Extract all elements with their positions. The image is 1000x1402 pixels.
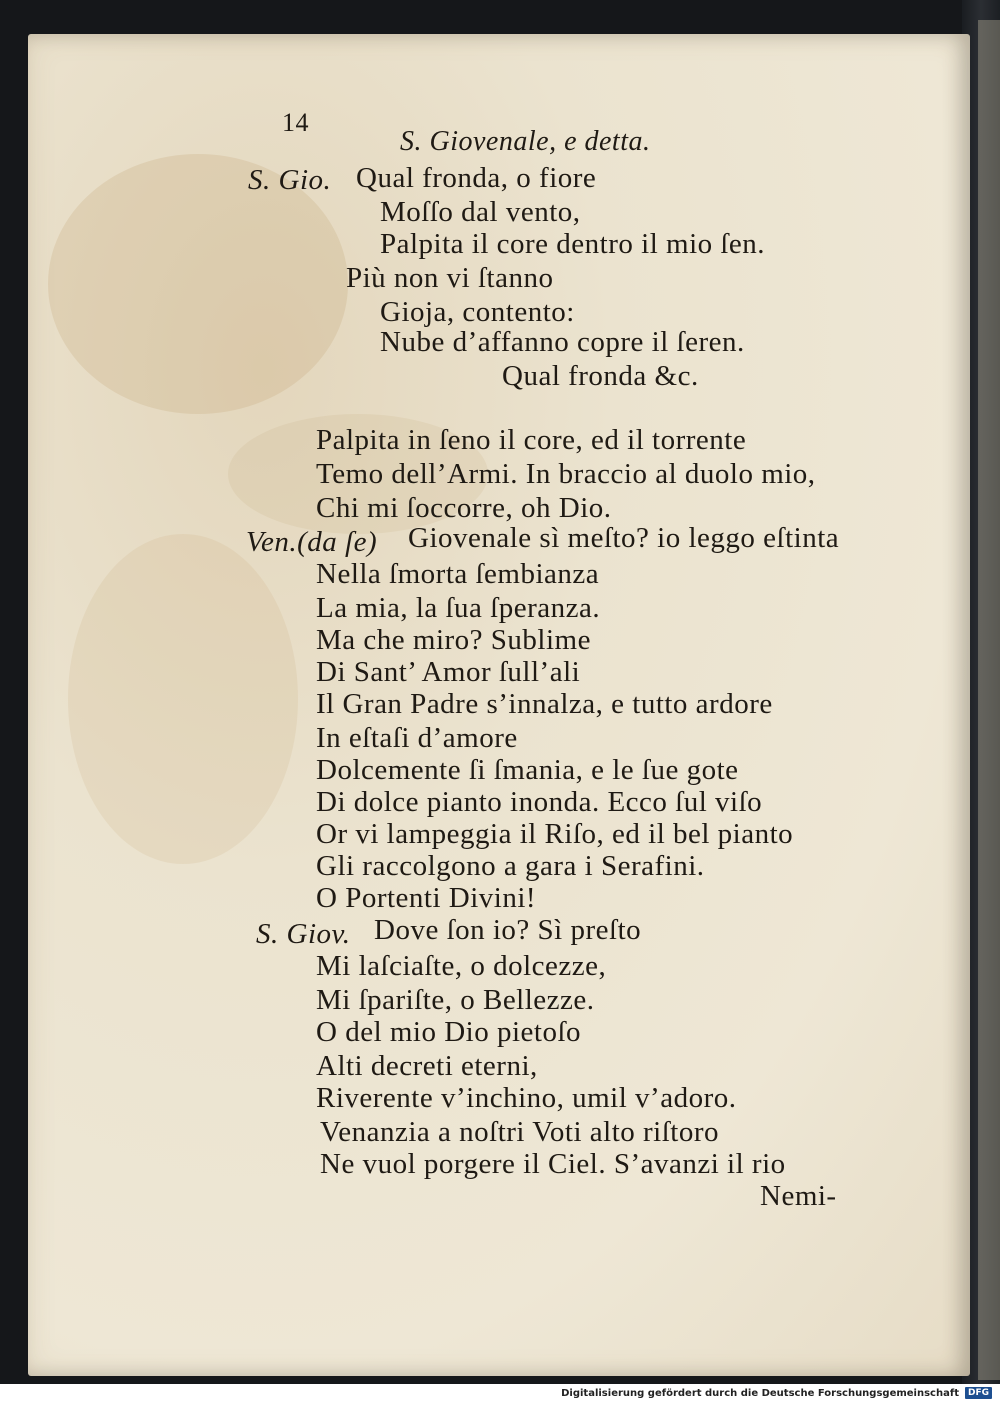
verse-line: Venanzia a noſtri Voti alto riſtoro: [320, 1116, 719, 1148]
speaker-label: S. Giov.: [256, 918, 351, 950]
verse-line: Gli raccolgono a gara i Serafini.: [316, 850, 705, 882]
verse-line: In eſtaſi d’amore: [316, 722, 518, 754]
verse-line: Chi mi ſoccorre, oh Dio.: [316, 492, 612, 524]
verse-line: Gioja, contento:: [380, 296, 575, 328]
verse-line: Palpita il core dentro il mio ſen.: [380, 228, 766, 260]
catchword: Nemi-: [760, 1180, 837, 1212]
verse-line: Più non vi ſtanno: [346, 262, 554, 294]
verse-line: Or vi lampeggia il Riſo, ed il bel pianto: [316, 818, 794, 850]
verse-line: Riverente v’inchino, umil v’adoro.: [316, 1082, 737, 1114]
verse-line: O del mio Dio pietoſo: [316, 1016, 582, 1048]
verse-line: Ma che miro? Sublime: [316, 624, 591, 656]
verse-line: Nella ſmorta ſembianza: [316, 558, 600, 590]
footer-credit: Digitalisierung gefördert durch die Deutsche Forschungsgemeinschaft: [561, 1387, 959, 1399]
page-number: 14: [282, 108, 309, 137]
digitization-footer: [0, 1384, 1000, 1402]
page-heading: S. Giovenale, e detta.: [400, 126, 651, 157]
verse-line: Ne vuol porgere il Ciel. S’avanzi il rio: [320, 1148, 786, 1180]
next-page-edge: [978, 20, 1000, 1380]
verse-line: Mi ſpariſte, o Bellezze.: [316, 984, 595, 1016]
verse-line: Temo dell’Armi. In braccio al duolo mio,: [316, 458, 816, 490]
speaker-label: Ven.(da ſe): [246, 526, 378, 558]
dfg-logo: DFG: [965, 1387, 992, 1399]
verse-line: Dolcemente ſi ſmania, e le ſue gote: [316, 754, 739, 786]
verse-line: Giovenale sì meſto? io leggo eſtinta: [408, 522, 840, 554]
verse-line: Dove ſon io? Sì preſto: [374, 914, 642, 946]
verse-line: Moſſo dal vento,: [380, 196, 581, 228]
verse-line: Alti decreti eterni,: [316, 1050, 538, 1082]
verse-line: Qual fronda, o fiore: [356, 162, 597, 194]
verse-line: La mia, la ſua ſperanza.: [316, 592, 601, 624]
verse-line: Il Gran Padre s’innalza, e tutto ardore: [316, 688, 773, 720]
verse-line: Nube d’affanno copre il ſeren.: [380, 326, 745, 358]
verse-line: O Portenti Divini!: [316, 882, 537, 914]
verse-line: Di Sant’ Amor ſull’ali: [316, 656, 581, 688]
speaker-label: S. Gio.: [248, 164, 332, 196]
verse-line: Palpita in ſeno il core, ed il torrente: [316, 424, 747, 456]
paper-stain: [68, 534, 298, 864]
verse-line: Mi laſciaſte, o dolcezze,: [316, 950, 607, 982]
verse-line: Qual fronda &c.: [502, 360, 699, 392]
verse-line: Di dolce pianto inonda. Ecco ſul viſo: [316, 786, 763, 818]
